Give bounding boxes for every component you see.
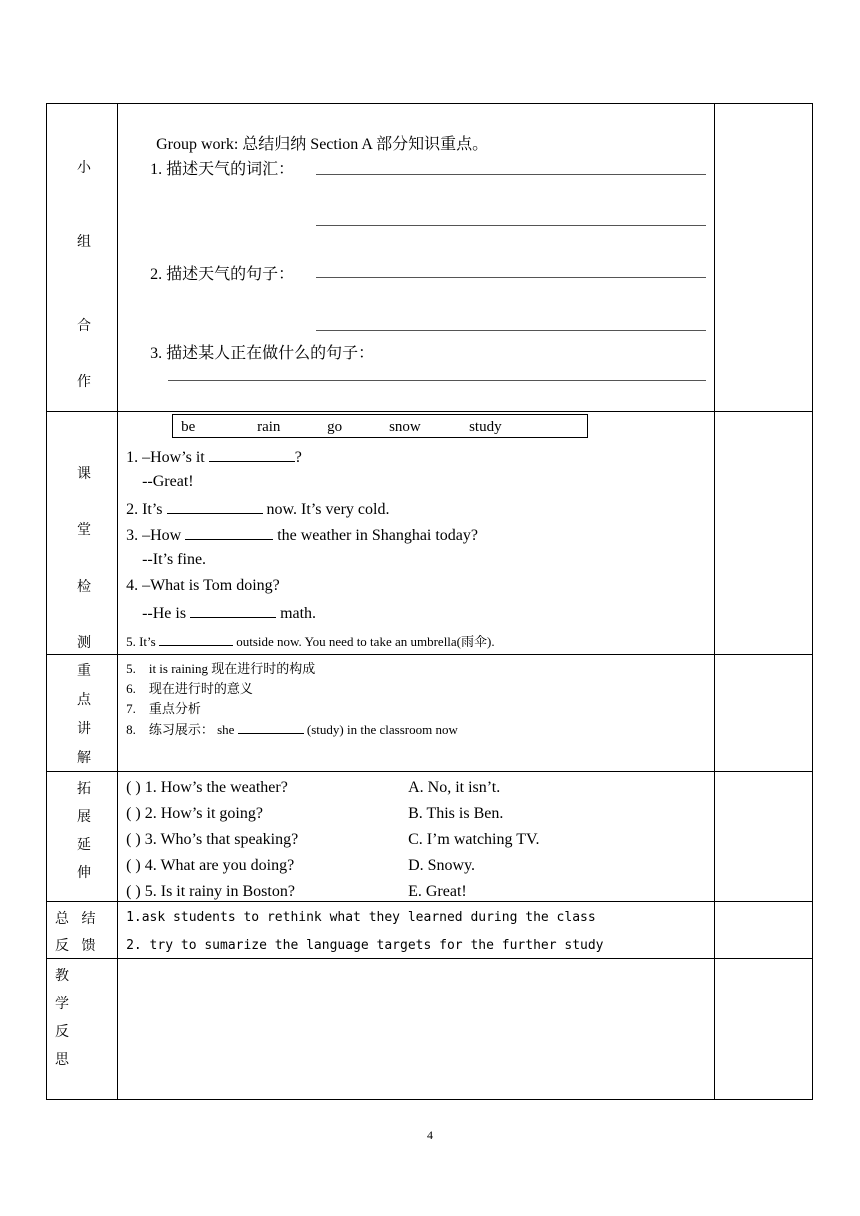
label-char: 拓 <box>77 781 91 797</box>
group-work-title: Group work: 总结归纳 Section A 部分知识重点。 <box>156 136 489 153</box>
key-item-num: 5. <box>126 661 136 676</box>
class-test-content <box>118 412 715 655</box>
answer-line <box>316 174 706 175</box>
label-text: 总 结 <box>55 911 100 927</box>
label-text: 反 馈 <box>55 938 100 954</box>
label-char: 讲 <box>77 721 91 737</box>
answer-line <box>316 277 706 278</box>
key-item-num: 8. <box>126 722 136 737</box>
match-question: ( ) 3. Who’s that speaking? <box>126 831 299 848</box>
notes-cell <box>714 772 812 902</box>
question-text: 2. It’s <box>126 501 167 518</box>
word-bank-item: be <box>181 419 196 435</box>
question-text: --He is <box>142 605 191 622</box>
group-item-3: 3. 描述某人正在做什么的句子： <box>150 345 375 362</box>
label-char: 延 <box>77 837 91 853</box>
answer-line <box>168 380 706 381</box>
label-char: 思 <box>55 1052 69 1068</box>
extension-row <box>47 772 813 902</box>
key-points-row <box>47 655 813 772</box>
match-answer: A. No, it isn’t. <box>408 779 501 796</box>
notes-cell <box>714 104 812 412</box>
match-answer: D. Snowy. <box>408 857 476 874</box>
key-item <box>126 658 315 677</box>
question-1a <box>126 447 302 467</box>
key-item <box>126 678 253 697</box>
label-char: 学 <box>55 996 69 1012</box>
label-char: 测 <box>77 635 91 651</box>
word-bank-item: snow <box>389 419 421 435</box>
class-test-row <box>47 412 813 655</box>
group-item-2: 2. 描述天气的句子： <box>150 266 295 283</box>
question-text: outside now. You need to take an umbrella(雨伞). <box>232 634 495 649</box>
question-text: ? <box>294 449 302 466</box>
question-text: the weather in Shanghai today? <box>273 527 479 544</box>
summary-label <box>47 902 118 959</box>
question-text: math. <box>276 605 317 622</box>
word-bank-item: rain <box>257 419 281 435</box>
label-char: 检 <box>77 579 91 595</box>
fill-blank[interactable] <box>190 603 276 618</box>
summary-line: 2. try to sumarize the language targets for the further study <box>126 938 604 953</box>
fill-blank[interactable] <box>209 447 295 462</box>
label-char: 解 <box>77 750 91 766</box>
label-char: 反 <box>55 1024 69 1040</box>
notes-cell <box>714 655 812 772</box>
match-answer: C. I’m watching TV. <box>408 831 540 848</box>
lesson-table <box>46 103 813 1100</box>
extension-label <box>47 772 118 902</box>
reflection-content[interactable] <box>118 959 715 1100</box>
label-char: 重 <box>77 663 91 679</box>
key-item-num: 6. <box>126 681 136 696</box>
key-item-num: 7. <box>126 701 136 716</box>
question-text: 5. It’s <box>126 634 159 649</box>
fill-blank[interactable] <box>185 525 273 540</box>
key-item-text: 重点分析 <box>148 701 201 716</box>
question-text: 3. –How <box>126 527 186 544</box>
question-3a <box>126 525 478 545</box>
question-text: now. It’s very cold. <box>262 501 390 518</box>
reflection-label <box>47 959 118 1100</box>
key-item-text: it is raining 现在进行时的构成 <box>148 661 316 676</box>
question-1b: --Great! <box>142 473 194 490</box>
group-item-1: 1. 描述天气的词汇： <box>150 161 295 178</box>
key-item <box>126 719 458 738</box>
question-text: 1. –How’s it <box>126 449 209 466</box>
answer-line <box>316 330 706 331</box>
summary-line: 1.ask students to rethink what they learned during the class <box>126 910 596 925</box>
question-5 <box>126 631 495 650</box>
label-char: 点 <box>77 692 91 708</box>
fill-blank[interactable] <box>238 721 304 734</box>
label-char: 组 <box>77 234 91 250</box>
answer-line <box>316 225 706 226</box>
question-2 <box>126 499 389 519</box>
word-bank-item: study <box>469 419 502 435</box>
group-work-row <box>47 104 813 412</box>
label-char: 作 <box>77 374 91 390</box>
label-char: 课 <box>77 466 91 482</box>
match-question: ( ) 2. How’s it going? <box>126 805 263 822</box>
notes-cell <box>714 902 812 959</box>
match-answer: E. Great! <box>408 883 467 900</box>
key-points-label <box>47 655 118 772</box>
fill-blank[interactable] <box>159 633 233 646</box>
match-question: ( ) 4. What are you doing? <box>126 857 295 874</box>
key-item <box>126 698 201 717</box>
question-4a: 4. –What is Tom doing? <box>126 577 280 594</box>
notes-cell <box>714 412 812 655</box>
page-number: 4 <box>427 1128 433 1142</box>
match-question: ( ) 1. How’s the weather? <box>126 779 288 796</box>
key-item-text: 练习展示： she <box>148 722 238 737</box>
key-item-text: 现在进行时的意义 <box>148 681 253 696</box>
group-work-content <box>118 104 715 412</box>
match-answer: B. This is Ben. <box>408 805 504 822</box>
word-bank <box>172 414 588 438</box>
key-item-text: (study) in the classroom now <box>303 722 458 737</box>
label-char: 小 <box>77 160 91 176</box>
extension-content <box>118 772 715 902</box>
reflection-row <box>47 959 813 1100</box>
summary-content <box>118 902 715 959</box>
label-char: 合 <box>77 318 91 334</box>
fill-blank[interactable] <box>167 499 263 514</box>
label-char: 展 <box>77 809 91 825</box>
label-char: 伸 <box>77 865 91 881</box>
label-char: 教 <box>55 968 69 984</box>
label-char: 堂 <box>77 522 91 538</box>
word-bank-item: go <box>327 419 343 435</box>
question-4b <box>142 603 316 623</box>
summary-row <box>47 902 813 959</box>
question-3b: --It’s fine. <box>142 551 207 568</box>
group-work-label <box>47 104 118 412</box>
class-test-label <box>47 412 118 655</box>
key-points-content <box>118 655 715 772</box>
notes-cell <box>714 959 812 1100</box>
match-question: ( ) 5. Is it rainy in Boston? <box>126 883 295 900</box>
